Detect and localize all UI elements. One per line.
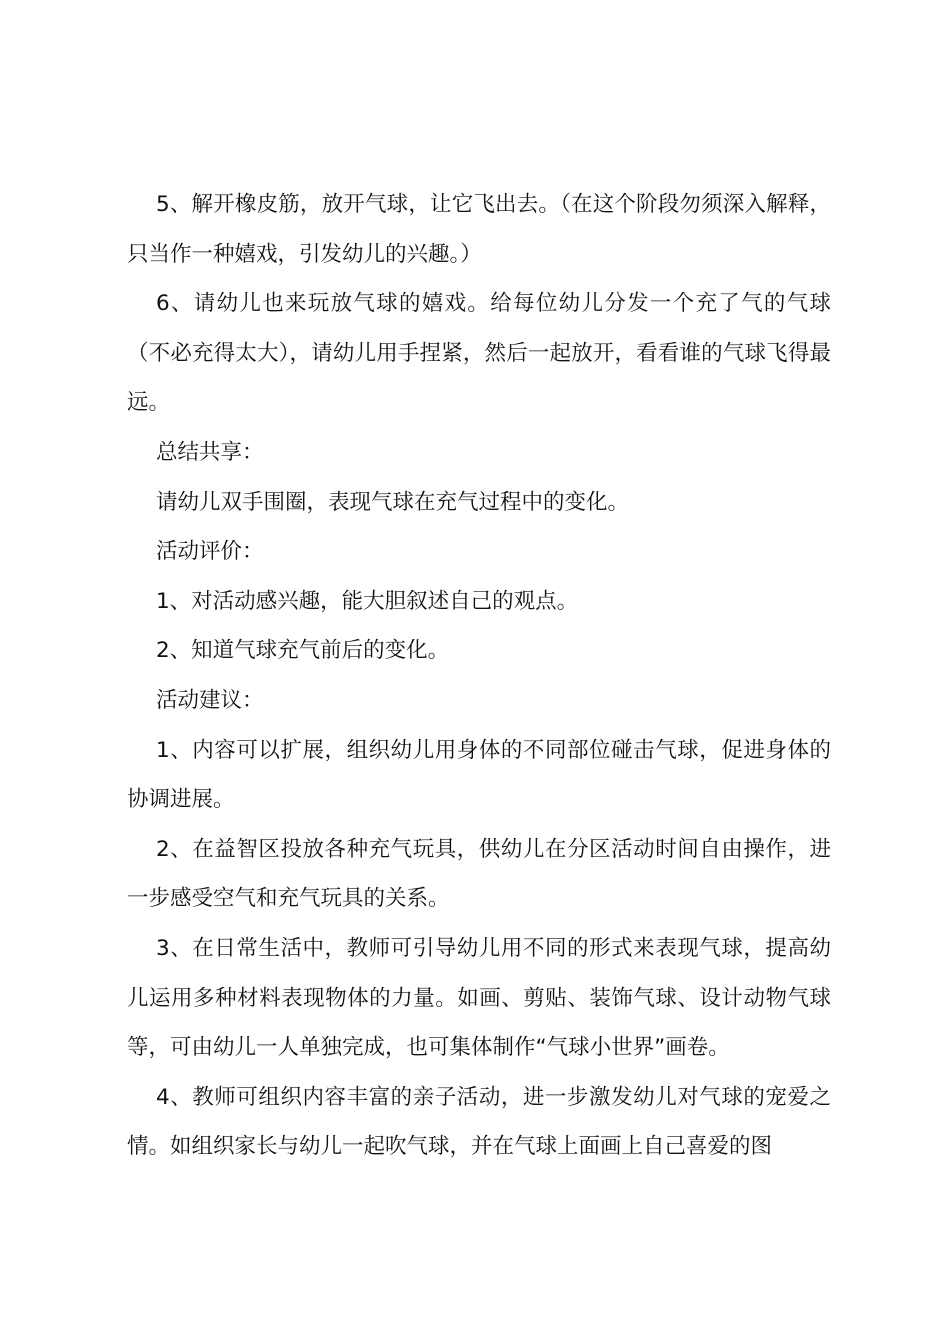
paragraph-evaluation-1: 1、对活动感兴趣，能大胆叙述自己的观点。 <box>156 588 579 614</box>
document-body <box>127 180 831 1172</box>
paragraph-evaluation-2: 2、知道气球充气前后的变化。 <box>156 638 450 664</box>
heading-evaluation: 活动评价： <box>156 539 264 565</box>
heading-summary: 总结共享： <box>156 439 264 465</box>
paragraph-step-5: 5、解开橡皮筋，放开气球，让它飞出去。（在这个阶段勿须深入解释，只当作一种嬉戏，引发幼儿的兴趣。） <box>127 192 831 267</box>
paragraph-suggestion-4: 4、教师可组织内容丰富的亲子活动，进一步激发幼儿对气球的宠爱之情。如组织家长与幼儿一起吹气球，并在气球上面画上自己喜爱的图 <box>127 1084 831 1160</box>
heading-suggestions: 活动建议： <box>156 687 264 713</box>
paragraph-step-6: 6、请幼儿也来玩放气球的嬉戏。给每位幼儿分发一个充了气的气球（不必充得太大），请幼儿用手捏紧，然后一起放开，看看谁的气球飞得最远。 <box>127 291 831 416</box>
paragraph-summary: 请幼儿双手围圈，表现气球在充气过程中的变化。 <box>156 489 630 515</box>
paragraph-suggestion-2: 2、在益智区投放各种充气玩具，供幼儿在分区活动时间自由操作，进一步感受空气和充气玩具的关系。 <box>127 836 831 912</box>
paragraph-suggestion-3: 3、在日常生活中，教师可引导幼儿用不同的形式来表现气球，提高幼儿运用多种材料表现物体的力量。如画、剪贴、装饰气球、设计动物气球等，可由幼儿一人单独完成，也可集体制作“气球小世界”画卷。 <box>127 935 831 1061</box>
paragraph-suggestion-1: 1、内容可以扩展，组织幼儿用身体的不同部位碰击气球，促进身体的协调进展。 <box>127 737 831 813</box>
